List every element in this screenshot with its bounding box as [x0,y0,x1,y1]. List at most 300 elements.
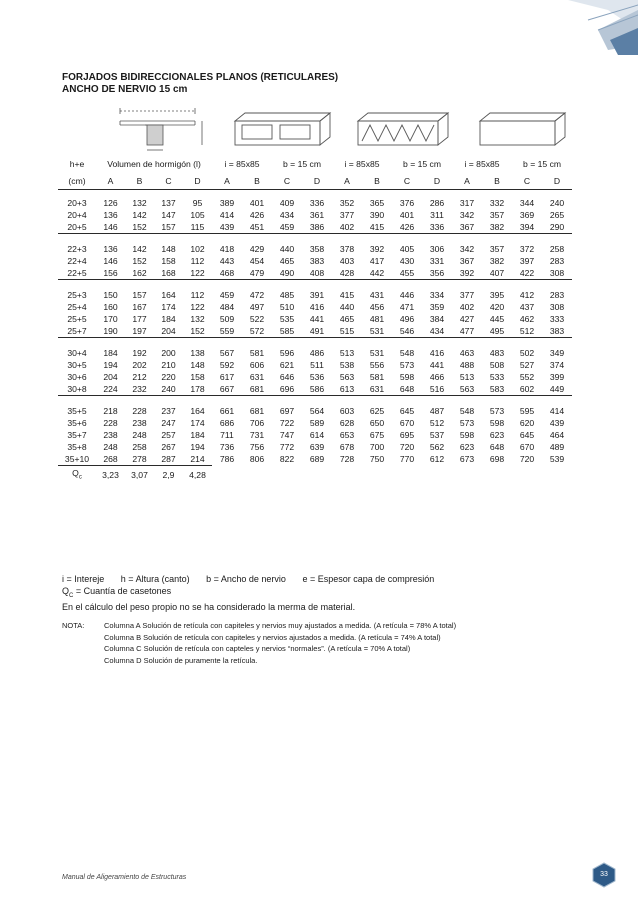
table-cell: 481 [369,314,385,324]
table-cell: 603 [339,406,355,416]
table-cell: 95 [192,198,203,208]
table-cell: 502 [519,348,535,358]
separator-cell [58,280,96,290]
table-cell: 136 [103,210,118,220]
table-cell: 184 [190,430,205,440]
table-cell: 564 [309,406,325,416]
row-label-he: 35+6 [67,418,87,428]
box-figure-3 [480,113,565,145]
separator-cell [183,190,212,198]
separator-cell [482,396,512,406]
separator-cell [362,338,392,348]
table-cell: 491 [309,326,325,336]
separator-cell [183,396,212,406]
separator-cell [272,396,302,406]
table-cell: 402 [459,302,475,312]
separator-cell [482,338,512,348]
rib-section-drawing [120,108,202,150]
table-cell: 278 [132,454,147,464]
table-cell: 487 [429,406,445,416]
qc-empty-cell [542,466,572,485]
table-cell: 158 [161,256,176,266]
table-cell: 240 [549,198,565,208]
table-cell: 596 [279,348,295,358]
table-cell: 806 [249,454,265,465]
table-cell: 513 [339,348,355,358]
qc-empty-cell [362,466,392,485]
table-cell: 459 [279,222,295,232]
separator-cell [482,190,512,198]
qc-empty-cell [332,466,362,485]
table-cell: 334 [429,290,445,300]
table-cell: 342 [459,210,475,220]
table-cell: 317 [459,198,475,208]
table-cell: 401 [399,210,415,220]
table-cell: 412 [519,290,535,300]
table-cell: 484 [219,302,235,312]
separator-cell [452,396,482,406]
table-cell: 267 [161,442,176,452]
row-label-he: 35+10 [64,454,90,464]
table-row [58,347,572,359]
row-label-he: 20+4 [67,210,87,220]
table-cell: 559 [219,326,235,336]
table-cell: 115 [190,222,205,232]
table-cell: 512 [519,326,535,336]
table-cell: 434 [279,210,295,220]
table-cell: 670 [399,418,415,428]
legend-item: e = Espesor capa de compresión [302,574,435,584]
table-cell: 646 [279,372,295,382]
table-cell: 228 [132,406,147,416]
table-cell: 756 [249,442,265,452]
header-letter: D [433,176,441,186]
table-row [58,359,572,371]
table-cell: 152 [132,256,147,266]
table-cell: 142 [132,210,147,220]
table-cell: 352 [339,198,355,208]
legend-q-sub: C [69,592,74,599]
table-cell: 190 [103,326,118,336]
table-cell: 409 [279,198,295,208]
table-cell: 648 [489,442,505,452]
table-cell: 382 [489,222,505,232]
table-row [58,255,572,267]
separator-cell [272,280,302,290]
table-cell: 342 [459,244,475,254]
header-i-group-1: i = 85x85 [224,159,260,169]
table-cell: 336 [309,198,325,208]
table-cell: 422 [519,268,535,278]
table-cell: 136 [103,244,118,254]
row-label-he: 22+4 [67,256,87,266]
legend [62,574,448,613]
table-cell: 395 [489,290,505,300]
table-cell: 667 [219,384,235,394]
table-cell: 414 [549,406,565,416]
table-cell: 391 [309,290,325,300]
table-cell: 416 [309,302,325,312]
table-cell: 489 [549,442,565,452]
table-row [58,325,572,338]
table-cell: 148 [161,244,176,254]
table-cell: 240 [161,384,176,394]
qc-empty-cell [422,466,452,485]
qc-row [58,466,572,485]
table-cell: 138 [190,348,205,358]
table-cell: 415 [369,222,385,232]
table-cell: 168 [161,268,176,278]
separator-cell [302,338,332,348]
table-cell: 486 [309,348,325,358]
table-cell: 212 [132,372,147,382]
slab-section-figures [100,103,570,153]
table-cell: 573 [459,418,475,428]
table-cell: 416 [429,348,445,358]
table-cell: 372 [519,244,535,254]
table-cell: 392 [369,244,385,254]
table-cell: 617 [219,372,235,382]
separator-cell [422,280,452,290]
table-cell: 126 [103,198,118,208]
table-cell: 377 [459,290,475,300]
table-cell: 148 [190,360,205,370]
table-cell: 174 [161,302,176,312]
table-body [58,190,572,485]
table-row [58,197,572,209]
table-cell: 218 [103,406,118,416]
table-cell: 142 [132,244,147,254]
table-cell: 552 [519,372,535,382]
separator-cell [125,280,154,290]
table-cell: 367 [459,222,475,232]
table-cell: 164 [161,290,176,300]
table-cell: 466 [429,372,445,382]
table-cell: 533 [489,372,505,382]
table-cell: 390 [369,210,385,220]
table-cell: 602 [519,384,535,394]
separator-cell [452,234,482,244]
table-cell: 431 [369,290,385,300]
header-letter: C [523,176,531,186]
table-cell: 132 [132,198,147,208]
table-cell: 439 [549,418,565,428]
table-cell: 490 [279,268,295,278]
header-letter: A [344,176,350,186]
table-cell: 204 [161,326,176,336]
table-cell: 595 [519,406,535,416]
separator-cell [422,234,452,244]
table-cell: 625 [369,406,385,416]
legend-item: i = Intereje [62,574,105,584]
table-cell: 377 [339,210,355,220]
table-cell: 516 [429,384,445,394]
row-label-he: 22+5 [67,268,87,278]
row-label-he: 20+5 [67,222,87,232]
table-cell: 645 [519,430,535,440]
table-cell: 731 [249,430,265,440]
separator-cell [212,190,242,198]
table-cell: 184 [161,314,176,324]
table-cell: 465 [279,256,295,266]
table-cell: 497 [249,302,265,312]
header-b-group-1: b = 15 cm [283,159,321,169]
table-cell: 122 [190,268,205,278]
separator-cell [212,234,242,244]
table-cell: 689 [309,454,325,465]
table-cell: 194 [103,360,118,370]
separator-cell [542,234,572,244]
page-title: FORJADOS BIDIRECCIONALES PLANOS (RETICULARES) [62,72,339,83]
separator-cell [96,234,125,244]
table-cell: 383 [309,256,325,266]
legend-q-text: = Cuantía de casetones [73,585,172,596]
separator-cell [452,338,482,348]
table-cell: 386 [309,222,325,232]
table-cell: 485 [279,290,295,300]
table-cell: 581 [369,372,385,382]
table-cell: 670 [519,442,535,452]
table-cell: 308 [549,302,565,312]
note-lines [104,620,564,666]
table-cell: 287 [161,454,176,464]
table-cell: 384 [429,314,445,324]
separator-cell [332,280,362,290]
table-cell: 137 [161,198,176,208]
table-cell: 772 [279,442,295,452]
table-cell: 451 [249,222,265,232]
separator-cell [302,280,332,290]
table-cell: 268 [103,454,118,464]
table-cell: 146 [103,256,118,266]
table-cell: 614 [309,430,325,440]
table-cell: 214 [190,454,205,464]
table-cell: 162 [132,268,147,278]
table-cell: 822 [279,454,295,465]
table-cell: 645 [399,406,415,416]
table-cell: 495 [489,326,505,336]
header-b-group-2: b = 15 cm [403,159,442,169]
table-cell: 369 [519,210,535,220]
table-cell: 598 [459,430,475,440]
table-cell: 365 [369,198,385,208]
table-cell: 392 [459,268,475,278]
table-cell: 232 [132,384,147,394]
group-separator [58,234,572,244]
table-cell: 158 [190,372,205,382]
table-cell: 146 [103,222,118,232]
separator-cell [242,234,272,244]
row-label-he: 35+8 [67,442,87,452]
separator-cell [452,280,482,290]
separator-cell [96,396,125,406]
table-cell: 202 [132,360,147,370]
table-cell: 681 [249,384,265,394]
table-cell: 598 [399,372,415,382]
table-cell: 441 [309,314,325,324]
table-cell: 311 [430,210,444,220]
table-cell: 147 [161,210,176,220]
table-cell: 247 [161,418,176,428]
table-row [58,405,572,417]
table-cell: 349 [549,348,565,358]
group-separator [58,338,572,348]
separator-cell [512,234,542,244]
separator-cell [392,396,422,406]
corner-decoration [548,0,638,60]
table-row [58,441,572,453]
footer-manual-title: Manual de Aligeramiento de Estructuras [62,874,187,881]
table-cell: 512 [429,418,445,428]
row-label-he: 25+3 [67,290,87,300]
table-cell: 700 [369,442,385,452]
table-cell: 150 [103,290,118,300]
table-cell: 332 [489,198,505,208]
table-cell: 184 [103,348,118,358]
table-cell: 720 [399,442,415,452]
table-row [58,383,572,396]
header-letter: D [553,176,561,186]
header-he: h+e [69,159,85,169]
table-cell: 449 [549,384,565,394]
note-label: NOTA: [62,621,85,630]
table-cell: 357 [489,244,505,254]
table-cell: 681 [249,406,265,416]
table-cell: 160 [103,302,118,312]
table-cell: 509 [219,314,235,324]
separator-cell [302,234,332,244]
separator-cell [58,338,96,348]
table-cell: 177 [132,314,147,324]
table-cell: 612 [429,454,445,465]
group-separator [58,190,572,198]
separator-cell [512,338,542,348]
table-cell: 548 [399,348,415,358]
row-label-he: 25+4 [67,302,87,312]
table-cell: 563 [459,384,475,394]
table-cell: 648 [399,384,415,394]
table-row [58,289,572,301]
row-label-he: 20+3 [67,198,87,208]
table-cell: 228 [103,418,118,428]
qc-letter: Q [72,468,79,478]
separator-cell [512,396,542,406]
separator-cell [125,234,154,244]
separator-cell [542,338,572,348]
row-label-he: 25+5 [67,314,87,324]
row-label-he: 30+5 [67,360,87,370]
table-cell: 728 [339,454,355,465]
header-letter: B [494,176,500,186]
table-cell: 536 [309,372,325,382]
qc-empty-cell [512,466,542,485]
table-cell: 661 [219,406,235,416]
row-label-he: 22+3 [67,244,87,254]
separator-cell [212,338,242,348]
table-cell: 265 [549,210,565,220]
table-cell: 248 [132,430,147,440]
table-cell: 170 [103,314,118,324]
table-cell: 623 [459,442,475,452]
table-cell: 283 [549,256,565,266]
separator-cell [154,190,183,198]
table-cell: 152 [132,222,147,232]
box-figure-1 [235,113,330,145]
table-cell: 770 [399,454,415,465]
table-cell: 430 [399,256,415,266]
qc-cell: 3,07 [125,466,154,485]
table-cell: 479 [249,268,265,278]
table-cell: 374 [549,360,565,370]
table-cell: 513 [459,372,475,382]
table-cell: 383 [549,326,565,336]
table-cell: 333 [549,314,565,324]
separator-cell [272,234,302,244]
qc-empty-cell [452,466,482,485]
separator-cell [154,280,183,290]
table-cell: 539 [549,454,565,465]
table-cell: 531 [369,326,385,336]
group-separator [58,396,572,406]
separator-cell [392,280,422,290]
separator-cell [272,190,302,198]
separator-cell [362,280,392,290]
table-cell: 464 [549,430,565,440]
table-cell: 403 [339,256,355,266]
table-cell: 414 [219,210,235,220]
table-cell: 613 [339,384,355,394]
table-cell: 472 [249,290,265,300]
table-cell: 567 [219,348,235,358]
separator-cell [242,190,272,198]
qc-empty-cell [302,466,332,485]
table-cell: 238 [132,418,147,428]
separator-cell [242,338,272,348]
table-cell: 537 [429,430,445,440]
table-cell: 204 [103,372,118,382]
table-cell: 496 [399,314,415,324]
table-cell: 156 [103,268,118,278]
legend-q: Q [62,585,70,596]
note-line: Columna B Solución de retícula con capiteles y nervios ajustados a medida. (A retícula = 74% A total) [104,632,441,642]
table-cell: 402 [339,222,355,232]
table-cell: 174 [190,418,205,428]
header-letter: D [313,176,321,186]
table-cell: 686 [219,418,235,428]
table-cell: 306 [429,244,445,254]
table-cell: 178 [190,384,205,394]
separator-cell [332,190,362,198]
table-cell: 418 [219,244,235,254]
separator-cell [125,190,154,198]
table-cell: 675 [369,430,385,440]
qc-subscript: c [78,474,82,481]
table-cell: 508 [489,360,505,370]
table-cell: 572 [249,326,265,336]
table-cell: 122 [190,302,205,312]
separator-cell [332,396,362,406]
qc-empty-cell [242,466,272,485]
qc-cell: 4,28 [183,466,212,485]
table-cell: 465 [339,314,355,324]
table-cell: 397 [519,256,535,266]
header-i-group-3: i = 85x85 [464,159,500,169]
table-cell: 428 [339,268,355,278]
table-cell: 455 [399,268,415,278]
table-cell: 722 [279,418,295,428]
table-cell: 167 [132,302,147,312]
table-cell: 157 [161,222,176,232]
